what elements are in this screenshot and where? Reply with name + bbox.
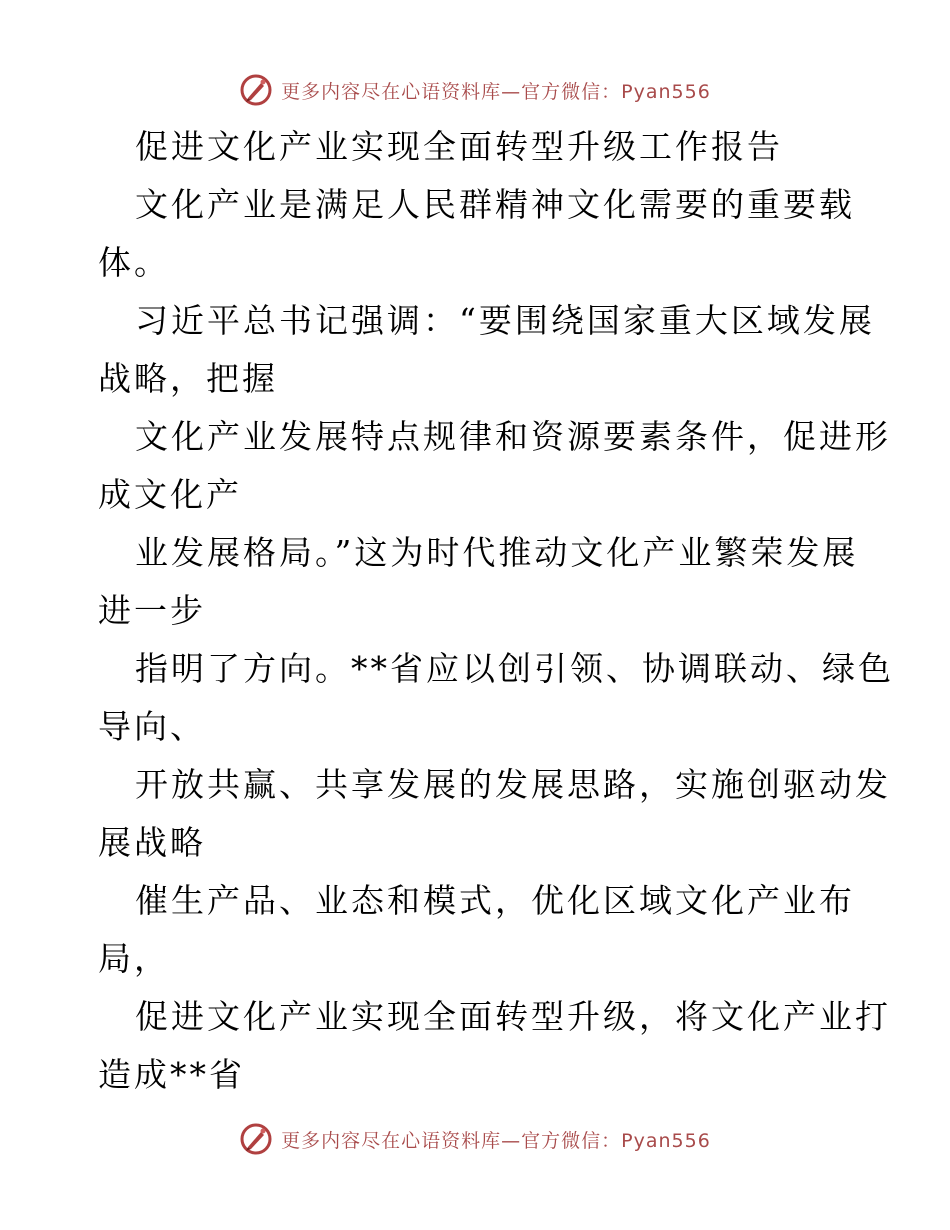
paragraph-line: 成文化产 <box>98 475 242 514</box>
pen-circle-logo-icon <box>239 1122 273 1156</box>
paragraph-line: 文化产业是满足人民群精神文化需要的重要载 <box>135 185 855 224</box>
paragraph-line: 文化产业发展特点规律和资源要素条件，促进形 <box>135 417 891 456</box>
paragraph-line: 开放共赢、共享发展的发展思路，实施创驱动发 <box>135 765 891 804</box>
watermark-text: 更多内容尽在心语资料库—官方微信：Pyan556 <box>281 80 711 103</box>
paragraph-line: 导向、 <box>98 707 206 746</box>
pen-circle-logo-icon <box>239 73 273 107</box>
paragraph-line: 造成**省 <box>98 1055 245 1094</box>
paragraph-line: 展战略 <box>98 823 206 862</box>
paragraph-line: 指明了方向。**省应以创引领、协调联动、绿色 <box>135 649 894 688</box>
document-title: 促进文化产业实现全面转型升级工作报告 <box>135 127 783 166</box>
footer-watermark <box>0 1119 950 1159</box>
header-watermark <box>0 70 950 110</box>
paragraph-line: 促进文化产业实现全面转型升级，将文化产业打 <box>135 997 891 1036</box>
paragraph-line: 战略，把握 <box>98 359 278 398</box>
paragraph-line: 局， <box>98 939 170 978</box>
paragraph-line: 进一步 <box>98 591 206 630</box>
document-body <box>98 124 894 1110</box>
paragraph-line: 业发展格局。”这为时代推动文化产业繁荣发展 <box>135 533 859 572</box>
paragraph-line: 体。 <box>98 243 170 282</box>
paragraph-line: 习近平总书记强调：“要围绕国家重大区域发展 <box>135 301 875 340</box>
watermark-text: 更多内容尽在心语资料库—官方微信：Pyan556 <box>281 1129 711 1152</box>
paragraph-line: 催生产品、业态和模式，优化区域文化产业布 <box>135 881 855 920</box>
